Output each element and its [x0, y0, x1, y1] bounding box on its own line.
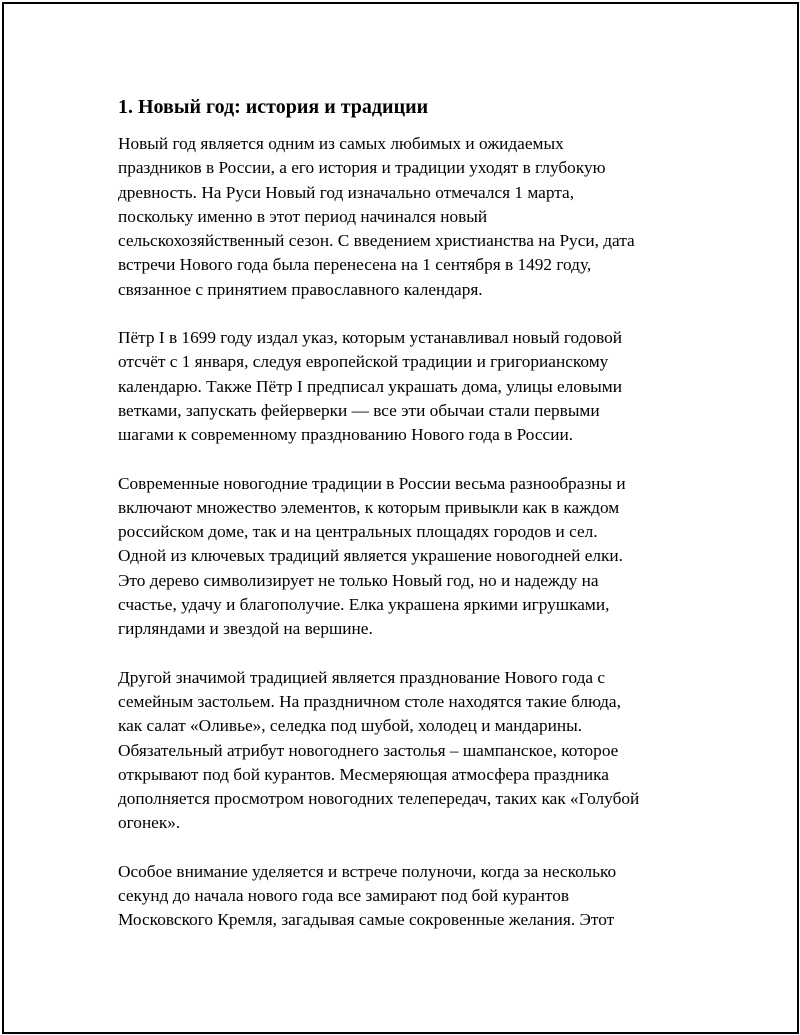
text-line: праздников в России, а его история и традиции уходят в глубокую — [118, 158, 606, 178]
text-line: поскольку именно в этот период начинался новый — [118, 206, 488, 226]
text-line: Другой значимой традицией является празднование Нового года с — [118, 667, 606, 687]
text-line: шагами к современному празднованию Нового года в России. — [118, 425, 574, 445]
text-line: Одной из ключевых традиций является украшение новогодней елки. — [118, 546, 623, 566]
paragraph-peter — [118, 326, 688, 447]
text-line: семейным застольем. На праздничном столе находятся такие блюда, — [118, 691, 621, 711]
document-body — [118, 94, 688, 957]
text-line: Это дерево символизирует не только Новый год, но и надежду на — [118, 570, 599, 590]
text-line: календарю. Также Пётр I предписал украшать дома, улицы еловыми — [118, 376, 622, 396]
text-line: российском доме, так и на центральных площадях городов и сел. — [118, 522, 598, 542]
text-line: Новый год является одним из самых любимых и ожидаемых — [118, 134, 564, 153]
text-line: Московского Кремля, загадывая самые сокровенные желания. Этот — [118, 910, 615, 930]
text-line: Пётр I в 1699 году издал указ, которым устанавливал новый годовой — [118, 328, 623, 348]
paragraph-modern-traditions — [118, 472, 688, 642]
text-line: включают множество элементов, к которым привыкли как в каждом — [118, 497, 620, 517]
text-line: Особое внимание уделяется и встрече полуночи, когда за несколько — [118, 861, 617, 881]
text-line: Современные новогодние традиции в России весьма разнообразны и — [118, 473, 626, 493]
text-line: как салат «Оливье», селедка под шубой, холодец и мандарины. — [118, 716, 583, 736]
text-line: ветками, запускать фейерверки — все эти обычаи стали первыми — [118, 400, 600, 420]
paragraph-midnight — [118, 860, 688, 933]
text-line: счастье, удачу и благополучие. Елка украшена яркими игрушками, — [118, 595, 610, 615]
text-line: открывают под бой курантов. Месмеряющая атмосфера праздника — [118, 764, 609, 784]
text-line: встречи Нового года была перенесена на 1 сентября в 1492 году, — [118, 255, 592, 275]
text-line: древность. На Руси Новый год изначально отмечался 1 марта, — [118, 182, 575, 202]
text-line: связанное с принятием православного календаря. — [118, 279, 483, 299]
text-line: секунд до начала нового года все замирают под бой курантов — [118, 886, 570, 906]
paragraph-history — [118, 132, 688, 302]
text-line: дополняется просмотром новогодних телепередач, таких как «Голубой — [118, 789, 640, 809]
text-line: отсчёт с 1 января, следуя европейской традиции и григорианскому — [118, 352, 609, 372]
text-line: сельскохозяйственный сезон. С введением христианства на Руси, дата — [118, 231, 635, 251]
text-line: огонек». — [118, 813, 181, 833]
paragraph-family-feast — [118, 666, 688, 836]
text-line: Обязательный атрибут новогоднего застолья – шампанское, которое — [118, 740, 619, 760]
section-heading: 1. Новый год: история и традиции — [118, 96, 429, 118]
text-line: гирляндами и звездой на вершине. — [118, 619, 373, 639]
